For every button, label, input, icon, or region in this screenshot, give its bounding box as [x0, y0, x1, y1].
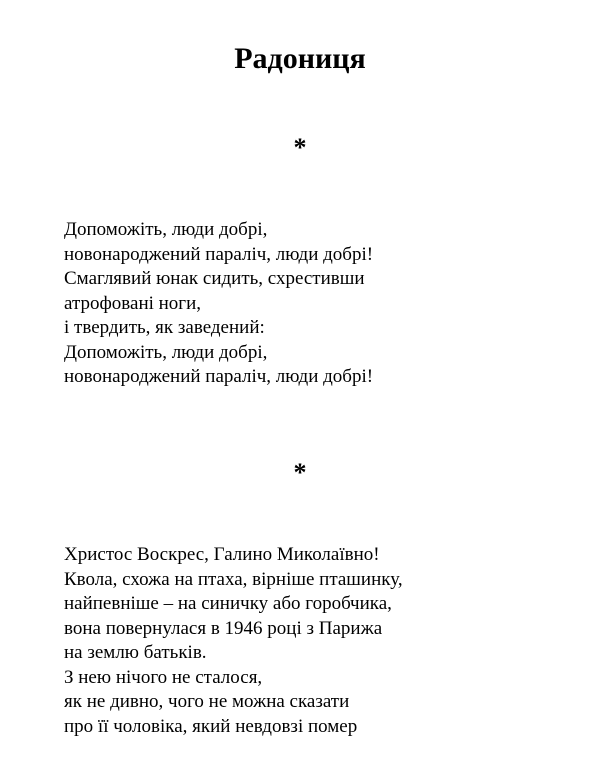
poem-line: і твердить, як заведений: — [64, 317, 265, 338]
poem-line: найпевніше – на синичку або горобчика, — [64, 593, 392, 614]
poem-line: новонароджений параліч, люди добрі! — [64, 243, 374, 265]
poem-title: Радониця — [234, 42, 366, 75]
section-divider-asterisk: * — [293, 458, 307, 487]
poem-line: атрофовані ноги, — [64, 292, 202, 314]
section-divider-asterisk: * — [293, 133, 307, 162]
stanza-1 — [64, 218, 584, 390]
poem-line: Допоможіть, люди добрі, — [64, 341, 268, 363]
poem-line: про її чоловіка, який невдовзі помер — [64, 715, 358, 737]
poem-line: новонароджений параліч, люди добрі! — [64, 366, 374, 387]
poem-line: Христос Воскрес, Галино Миколаївно! — [64, 544, 380, 565]
poem-line: Квола, схожа на птаха, вірніше пташинку, — [64, 568, 403, 590]
poem-line: Смаглявий юнак сидить, схрестивши — [64, 268, 365, 289]
stanza-2 — [64, 543, 584, 739]
poem-line: як не дивно, чого не можна сказати — [64, 691, 350, 712]
poem-line: вона повернулася в 1946 році з Парижа — [64, 617, 383, 639]
poem-line: З нею нічого не сталося, — [64, 666, 263, 688]
poem-line: на землю батьків. — [64, 642, 207, 663]
poem-line: Допоможіть, люди добрі, — [64, 219, 268, 240]
